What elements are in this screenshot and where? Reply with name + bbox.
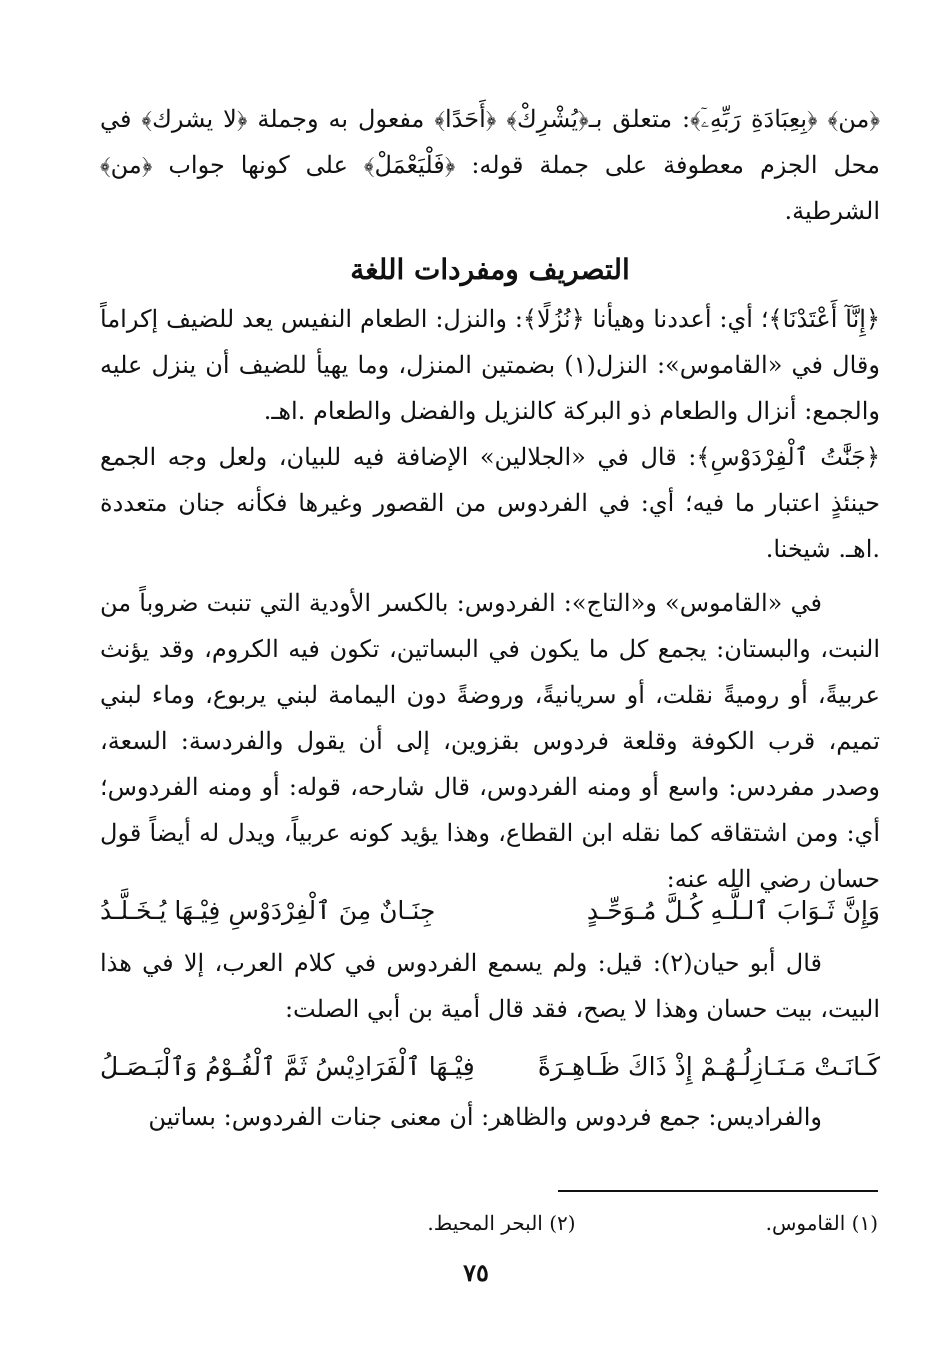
page-number: ٧٥ (463, 1258, 489, 1287)
footnotes (100, 1206, 878, 1240)
section-paragraph-4: قال أبو حيان(٢): قيل: ولم يسمع الفردوس في كلام العرب، إلا في هذا البيت، بيت حسان وهذا لا يصح، فقد قال أمية بن أبي الصلت: (100, 949, 880, 1023)
intro-paragraph: ﴿من﴾ ﴿بِعِبَادَةِ رَبِّهِۦٓ﴾: متعلق بـ﴿يُشْرِكْ﴾ ﴿أَحَدًا﴾ مفعول به وجملة ﴿لا يشرك﴾ في محل الجزم معطوفة على جملة قوله: ﴿فَلْيَعْمَلْ﴾ على كونها جواب ﴿من﴾ الشرطية. (100, 105, 880, 225)
section-paragraph-3: في «القاموس» و«التاج»: الفردوس: بالكسر الأودية التي تنبت ضروباً من النبت، والبستان: يجمع كل ما يكون في البساتين، تكون فيه الكروم، وقد يؤنث عربيةً، أو روميةً نقلت، أو سريانيةً، وروضةً دون اليمامة لبني يربوع، وماء لبني تميم، قرب الكوفة وقلعة فردوس بقزوين، إلى أن يقول والفردسة: السعة، وصدر مفردس: واسع أو ومنه الفردوس، قال شارحه، قوله: أو ومنه الفردوس؛ أي: ومن اشتقاقه كما نقله ابن القطاع، وهذا يؤيد كونه عربياً، ويدل له أيضاً قول حسان رضي الله عنه: (100, 589, 881, 893)
verse-1-first-hemistich: وَإِنَّ ثَـوَابَ ٱلـلَّـهِ كُـلَّ مُـوَحِّـدٍ (586, 896, 880, 925)
section-paragraph-1: ﴿إِنَّآ أَعْتَدْنَا﴾؛ أي: أعددنا وهيأنا ﴿نُزُلًا﴾: والنزل: الطعام النفيس يعد للضيف إكراماً وقال في «القاموس»: النزل(١) بضمتين المنزل، وما يهيأ للضيف أن ينزل عليه والجمع: أنزال والطعام ذو البركة كالنزيل والفضل والطعام .اهـ. (100, 305, 880, 425)
footnote-2: (٢) البحر المحيط. (427, 1211, 576, 1235)
section-text-block (100, 296, 880, 572)
verse-2-first-hemistich: كَـانَـتْ مَـنَـازِلُـهُـمْ إِذْ ذَاكَ ظَـاهِـرَةً (537, 1052, 880, 1081)
section-paragraph-5: والفراديس: جمع فردوس والظاهر: أن معنى جنات الفردوس: بساتين (148, 1103, 822, 1131)
section-heading: التصريف ومفردات اللغة (350, 253, 630, 286)
verse-1-second-hemistich: جِنَـانٌ مِنَ ٱلْفِرْدَوْسِ فِيْـهَا يُـخَـلَّـدُ (100, 896, 436, 925)
verse-2-second-hemistich: فِيْـهَا ٱلْفَرَادِيْسُ ثَمَّ ٱلْفُـوْمُ وَٱلْبَـصَـلُ (100, 1052, 475, 1081)
footnote-divider (558, 1190, 878, 1192)
section-paragraph-2: ﴿جَنَّٰتُ ٱلْفِرْدَوْسِ﴾: قال في «الجلالين» الإضافة فيه للبيان، ولعل وجه الجمع حينئذٍ اعتبار ما فيه؛ أي: في الفردوس من القصور وغيرها فكأنه جنان متعددة .اهـ. شيخنا. (100, 443, 880, 563)
closing-text-block (100, 1094, 880, 1140)
abu-hayyan-text-block (100, 940, 880, 1032)
verse-2 (100, 1044, 880, 1090)
footnote-1: (١) القاموس. (765, 1211, 878, 1235)
intro-text-block (100, 96, 880, 234)
dictionary-text-block (100, 580, 880, 902)
verse-1 (100, 888, 880, 934)
